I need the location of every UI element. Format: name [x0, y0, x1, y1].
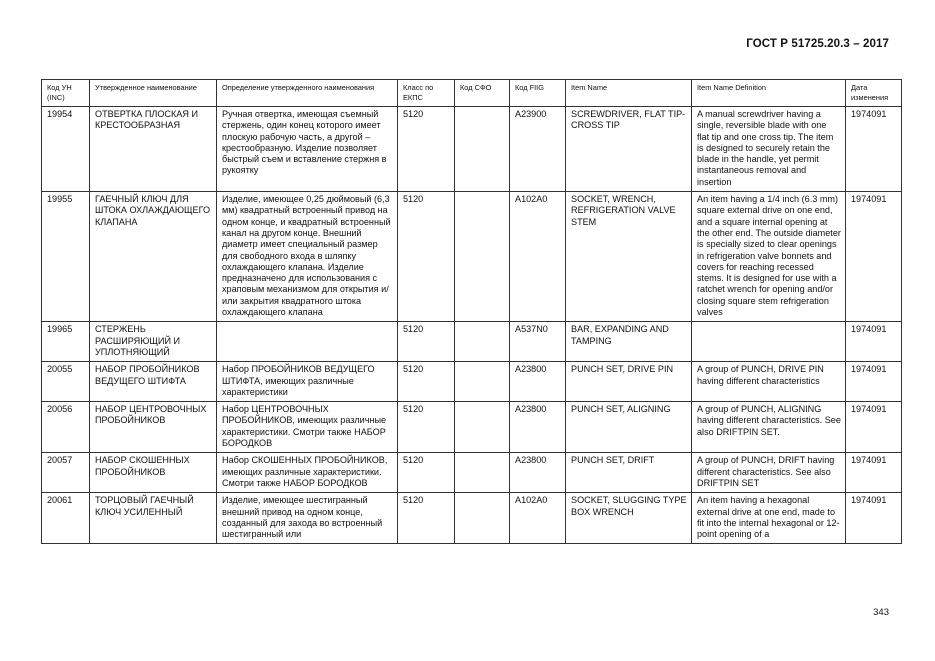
table-cell-approved-name: НАБОР ПРОБОЙНИКОВ ВЕДУЩЕГО ШТИФТА [90, 362, 217, 402]
table-cell-item-definition: A manual screwdriver having a single, reversible blade with one flat tip and one cross tip. The item is designed to securely retain the blade in the handle, yet permit instantaneous removal and insertion [692, 107, 846, 192]
table-cell-fiig-code: A23800 [510, 453, 566, 493]
table-cell-item-name: BAR, EXPANDING AND TAMPING [566, 322, 692, 362]
header-row [42, 80, 902, 107]
table-cell-sfo-code [455, 322, 510, 362]
document-header: ГОСТ Р 51725.20.3 – 2017 [746, 38, 889, 50]
table-cell-approved-name: НАБОР СКОШЕННЫХ ПРОБОЙНИКОВ [90, 453, 217, 493]
table-cell-sfo-code [455, 402, 510, 453]
table-cell-definition: Набор СКОШЕННЫХ ПРОБОЙНИКОВ, имеющих различные характеристики. Смотри также НАБОР БОРОДКОВ [217, 453, 398, 493]
column-header-approved-name: Утвержденное наименование [90, 80, 217, 107]
table-cell-inc-code: 19955 [42, 192, 90, 322]
table-cell-definition: Набор ПРОБОЙНИКОВ ВЕДУЩЕГО ШТИФТА, имеющих различные характеристики [217, 362, 398, 402]
table-header [42, 80, 902, 107]
table-row [42, 192, 902, 322]
table-row [42, 493, 902, 544]
table-cell-fiig-code: A23800 [510, 402, 566, 453]
table-cell-fiig-code: A102A0 [510, 493, 566, 544]
column-header-change-date: Дата изменения [846, 80, 902, 107]
column-header-fiig-code: Код FIIG [510, 80, 566, 107]
table-cell-item-name: PUNCH SET, DRIFT [566, 453, 692, 493]
table-cell-item-definition [692, 322, 846, 362]
table-row [42, 402, 902, 453]
table-cell-fiig-code: A102A0 [510, 192, 566, 322]
table-cell-fiig-code: A23800 [510, 362, 566, 402]
table-cell-sfo-code [455, 493, 510, 544]
table-cell-change-date: 1974091 [846, 362, 902, 402]
table-row [42, 107, 902, 192]
table-cell-approved-name: ОТВЕРТКА ПЛОСКАЯ И КРЕСТООБРАЗНАЯ [90, 107, 217, 192]
table-cell-definition: Ручная отвертка, имеющая съемный стержень, один конец которого имеет плоскую рабочую часть, а другой – крестообразную. Изделие позволяет быстрый съем и вставление стержня в рукоятку [217, 107, 398, 192]
table-cell-fiig-code: A537N0 [510, 322, 566, 362]
table-cell-change-date: 1974091 [846, 453, 902, 493]
table-cell-change-date: 1974091 [846, 493, 902, 544]
table-cell-item-name: SOCKET, WRENCH, REFRIGERATION VALVE STEM [566, 192, 692, 322]
table-cell-ekps-class: 5120 [398, 322, 455, 362]
table-cell-approved-name: ТОРЦОВЫЙ ГАЕЧНЫЙ КЛЮЧ УСИЛЕННЫЙ [90, 493, 217, 544]
table-cell-change-date: 1974091 [846, 322, 902, 362]
table-cell-sfo-code [455, 192, 510, 322]
table-cell-inc-code: 19954 [42, 107, 90, 192]
table-cell-sfo-code [455, 362, 510, 402]
table-cell-approved-name: СТЕРЖЕНЬ РАСШИРЯЮЩИЙ И УПЛОТНЯЮЩИЙ [90, 322, 217, 362]
table-cell-item-definition: An item having a hexagonal external drive at one end, made to fit into the internal hexagonal or 12-point opening of a [692, 493, 846, 544]
table-cell-item-name: PUNCH SET, ALIGNING [566, 402, 692, 453]
column-header-item-definition: Item Name Definition [692, 80, 846, 107]
table-row [42, 453, 902, 493]
table-cell-inc-code: 20061 [42, 493, 90, 544]
table-cell-ekps-class: 5120 [398, 453, 455, 493]
table-cell-sfo-code [455, 453, 510, 493]
table-cell-item-name: SOCKET, SLUGGING TYPE BOX WRENCH [566, 493, 692, 544]
table-cell-inc-code: 20056 [42, 402, 90, 453]
table-cell-inc-code: 19965 [42, 322, 90, 362]
table-cell-approved-name: НАБОР ЦЕНТРОВОЧНЫХ ПРОБОЙНИКОВ [90, 402, 217, 453]
table-cell-fiig-code: A23900 [510, 107, 566, 192]
table-cell-inc-code: 20057 [42, 453, 90, 493]
table-row [42, 362, 902, 402]
table-cell-item-name: PUNCH SET, DRIVE PIN [566, 362, 692, 402]
table-cell-item-definition: A group of PUNCH, DRIVE PIN having different characteristics [692, 362, 846, 402]
classification-table [41, 79, 902, 544]
table-cell-change-date: 1974091 [846, 107, 902, 192]
table-cell-ekps-class: 5120 [398, 107, 455, 192]
table-row [42, 322, 902, 362]
table-cell-sfo-code [455, 107, 510, 192]
table-cell-ekps-class: 5120 [398, 362, 455, 402]
table-cell-ekps-class: 5120 [398, 402, 455, 453]
table-cell-definition: Изделие, имеющее 0,25 дюймовый (6,3 мм) квадратный встроенный привод на одном конце, и квадратный встроенный канал на другом конце. Внешний диаметр имеет специальный размер для свободного входа в шляпку охлаждающего клапана. Изделие предназначено для использования с храповым механизмом для открытия и/или закрытия квадратного штока охлаждающего клапана [217, 192, 398, 322]
table-cell-definition: Изделие, имеющее шестигранный внешний привод на одном конце, созданный для захода во встроенный шестигранный или [217, 493, 398, 544]
column-header-inc-code: Код УН (INC) [42, 80, 90, 107]
table-cell-item-definition: A group of PUNCH, ALIGNING having different characteristics. See also DRIFTPIN SET. [692, 402, 846, 453]
table-cell-item-definition: A group of PUNCH, DRIFT having different characteristics. See also DRIFTPIN SET [692, 453, 846, 493]
column-header-definition: Определение утвержденного наименования [217, 80, 398, 107]
table-cell-inc-code: 20055 [42, 362, 90, 402]
table-cell-item-name: SCREWDRIVER, FLAT TIP-CROSS TIP [566, 107, 692, 192]
page-number: 343 [873, 607, 889, 618]
table-cell-change-date: 1974091 [846, 402, 902, 453]
table-cell-item-definition: An item having a 1/4 inch (6.3 mm) square external drive on one end, and a square internal opening at the other end. The outside diameter is specially sized to clear openings in refrigeration valve bonnets and covers for reaching recessed stems. It is designed for use with a ratchet wrench for opening and/or closing square stem refrigeration valves [692, 192, 846, 322]
table-cell-ekps-class: 5120 [398, 192, 455, 322]
table-cell-definition [217, 322, 398, 362]
table-cell-ekps-class: 5120 [398, 493, 455, 544]
table-cell-definition: Набор ЦЕНТРОВОЧНЫХ ПРОБОЙНИКОВ, имеющих различные характеристики. Смотри также НАБОР БОРОДКОВ [217, 402, 398, 453]
table-cell-change-date: 1974091 [846, 192, 902, 322]
column-header-sfo-code: Код СФО [455, 80, 510, 107]
table-cell-approved-name: ГАЕЧНЫЙ КЛЮЧ ДЛЯ ШТОКА ОХЛАЖДАЮЩЕГО КЛАПАНА [90, 192, 217, 322]
column-header-item-name: Item Name [566, 80, 692, 107]
column-header-ekps-class: Класс по ЕКПС [398, 80, 455, 107]
table-body [42, 107, 902, 544]
